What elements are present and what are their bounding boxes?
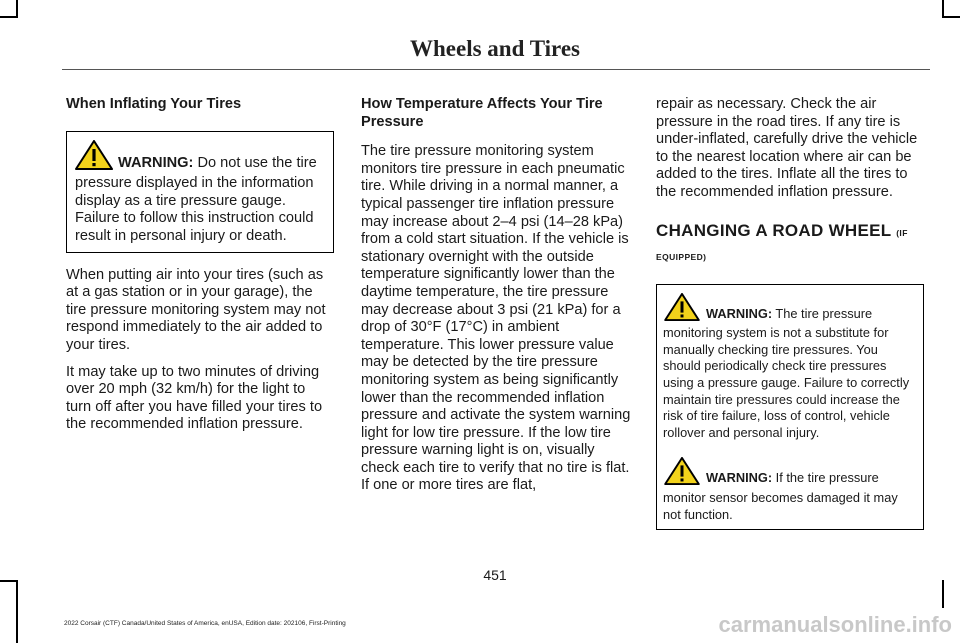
section-title xyxy=(656,220,924,268)
warning-text: If the tire pressure monitor sensor becomes damaged it may not function. xyxy=(663,470,898,522)
warning-box xyxy=(66,131,334,253)
warning-text: The tire pressure monitoring system is not a substitute for manually checking tire pressures. You should periodically check tire pressures using a pressure gauge. Failure to correctly maintain tire pressures could increase the risk of tire failure, loss of control, vehicle rollover and personal injury. xyxy=(663,305,910,440)
page-number: 451 xyxy=(483,567,507,583)
paragraph: When putting air into your tires (such as at a gas station or in your garage), the tire pressure monitoring system may not respond immediately to the air added to your tires. xyxy=(66,266,326,353)
watermark: carmanualsonline.info xyxy=(718,612,952,637)
header-divider xyxy=(62,69,930,70)
section-title-text: CHANGING A ROAD WHEEL xyxy=(656,220,892,240)
crop-mark xyxy=(0,16,18,18)
section-heading: How Temperature Affects Your Tire Pressure xyxy=(361,96,603,130)
warning-label: WARNING: xyxy=(118,154,194,171)
crop-mark xyxy=(16,580,18,643)
warning-icon xyxy=(75,140,113,176)
section-title-suffix: (IF EQUIPPED) xyxy=(656,227,908,262)
footer-text: 2022 Corsair (CTF) Canada/United States of America, enUSA, Edition date: 202106, First-Printing xyxy=(64,620,346,627)
crop-mark xyxy=(942,580,944,608)
column-2 xyxy=(361,96,631,504)
warning-label: WARNING: xyxy=(706,470,773,486)
warning-icon xyxy=(663,293,701,326)
warning-box xyxy=(656,447,924,530)
warning-label: WARNING: xyxy=(706,305,773,321)
paragraph: The tire pressure monitoring system monitors tire pressure in each pneumatic tire. While driving in a normal manner, a typical passenger tire inflation pressure may increase about 2–4 psi (14–28 kPa) from a cold start situation. If the vehicle is stationary overnight with the outside temperature significantly lower than the daytime temperature, the tire pressure may decrease about 3 psi (21 kPa) for a drop of 30°F (17°C) in ambient temperature. This lower pressure value may be detected by the tire pressure monitoring system as being significantly lower than the recommended inflation pressure and activate the system warning light for low tire pressure. If the low tire pressure warning light is on, visually check each tire to verify that no tire is flat. If one or more tires are flat, xyxy=(361,143,631,494)
warning-box xyxy=(656,284,924,448)
column-3 xyxy=(656,96,924,544)
crop-mark xyxy=(942,16,960,18)
paragraph: It may take up to two minutes of driving over 20 mph (32 km/h) for the light to turn off after you have filled your tires to the recommended inflation pressure. xyxy=(66,363,323,433)
column-1 xyxy=(66,96,334,443)
page-title: Wheels and Tires xyxy=(410,36,580,61)
warning-icon xyxy=(663,457,701,490)
paragraph: repair as necessary. Check the air pressure in the road tires. If any tire is under-inflated, carefully drive the vehicle to the nearest location where air can be added to the tires. Inflate all the tires to the recommended inflation pressure. xyxy=(656,96,918,200)
warning-text: Do not use the tire pressure displayed in the information display as a tire pressure gauge. Failure to follow this instruction could result in personal injury or death. xyxy=(75,154,317,244)
section-heading: When Inflating Your Tires xyxy=(66,96,242,112)
